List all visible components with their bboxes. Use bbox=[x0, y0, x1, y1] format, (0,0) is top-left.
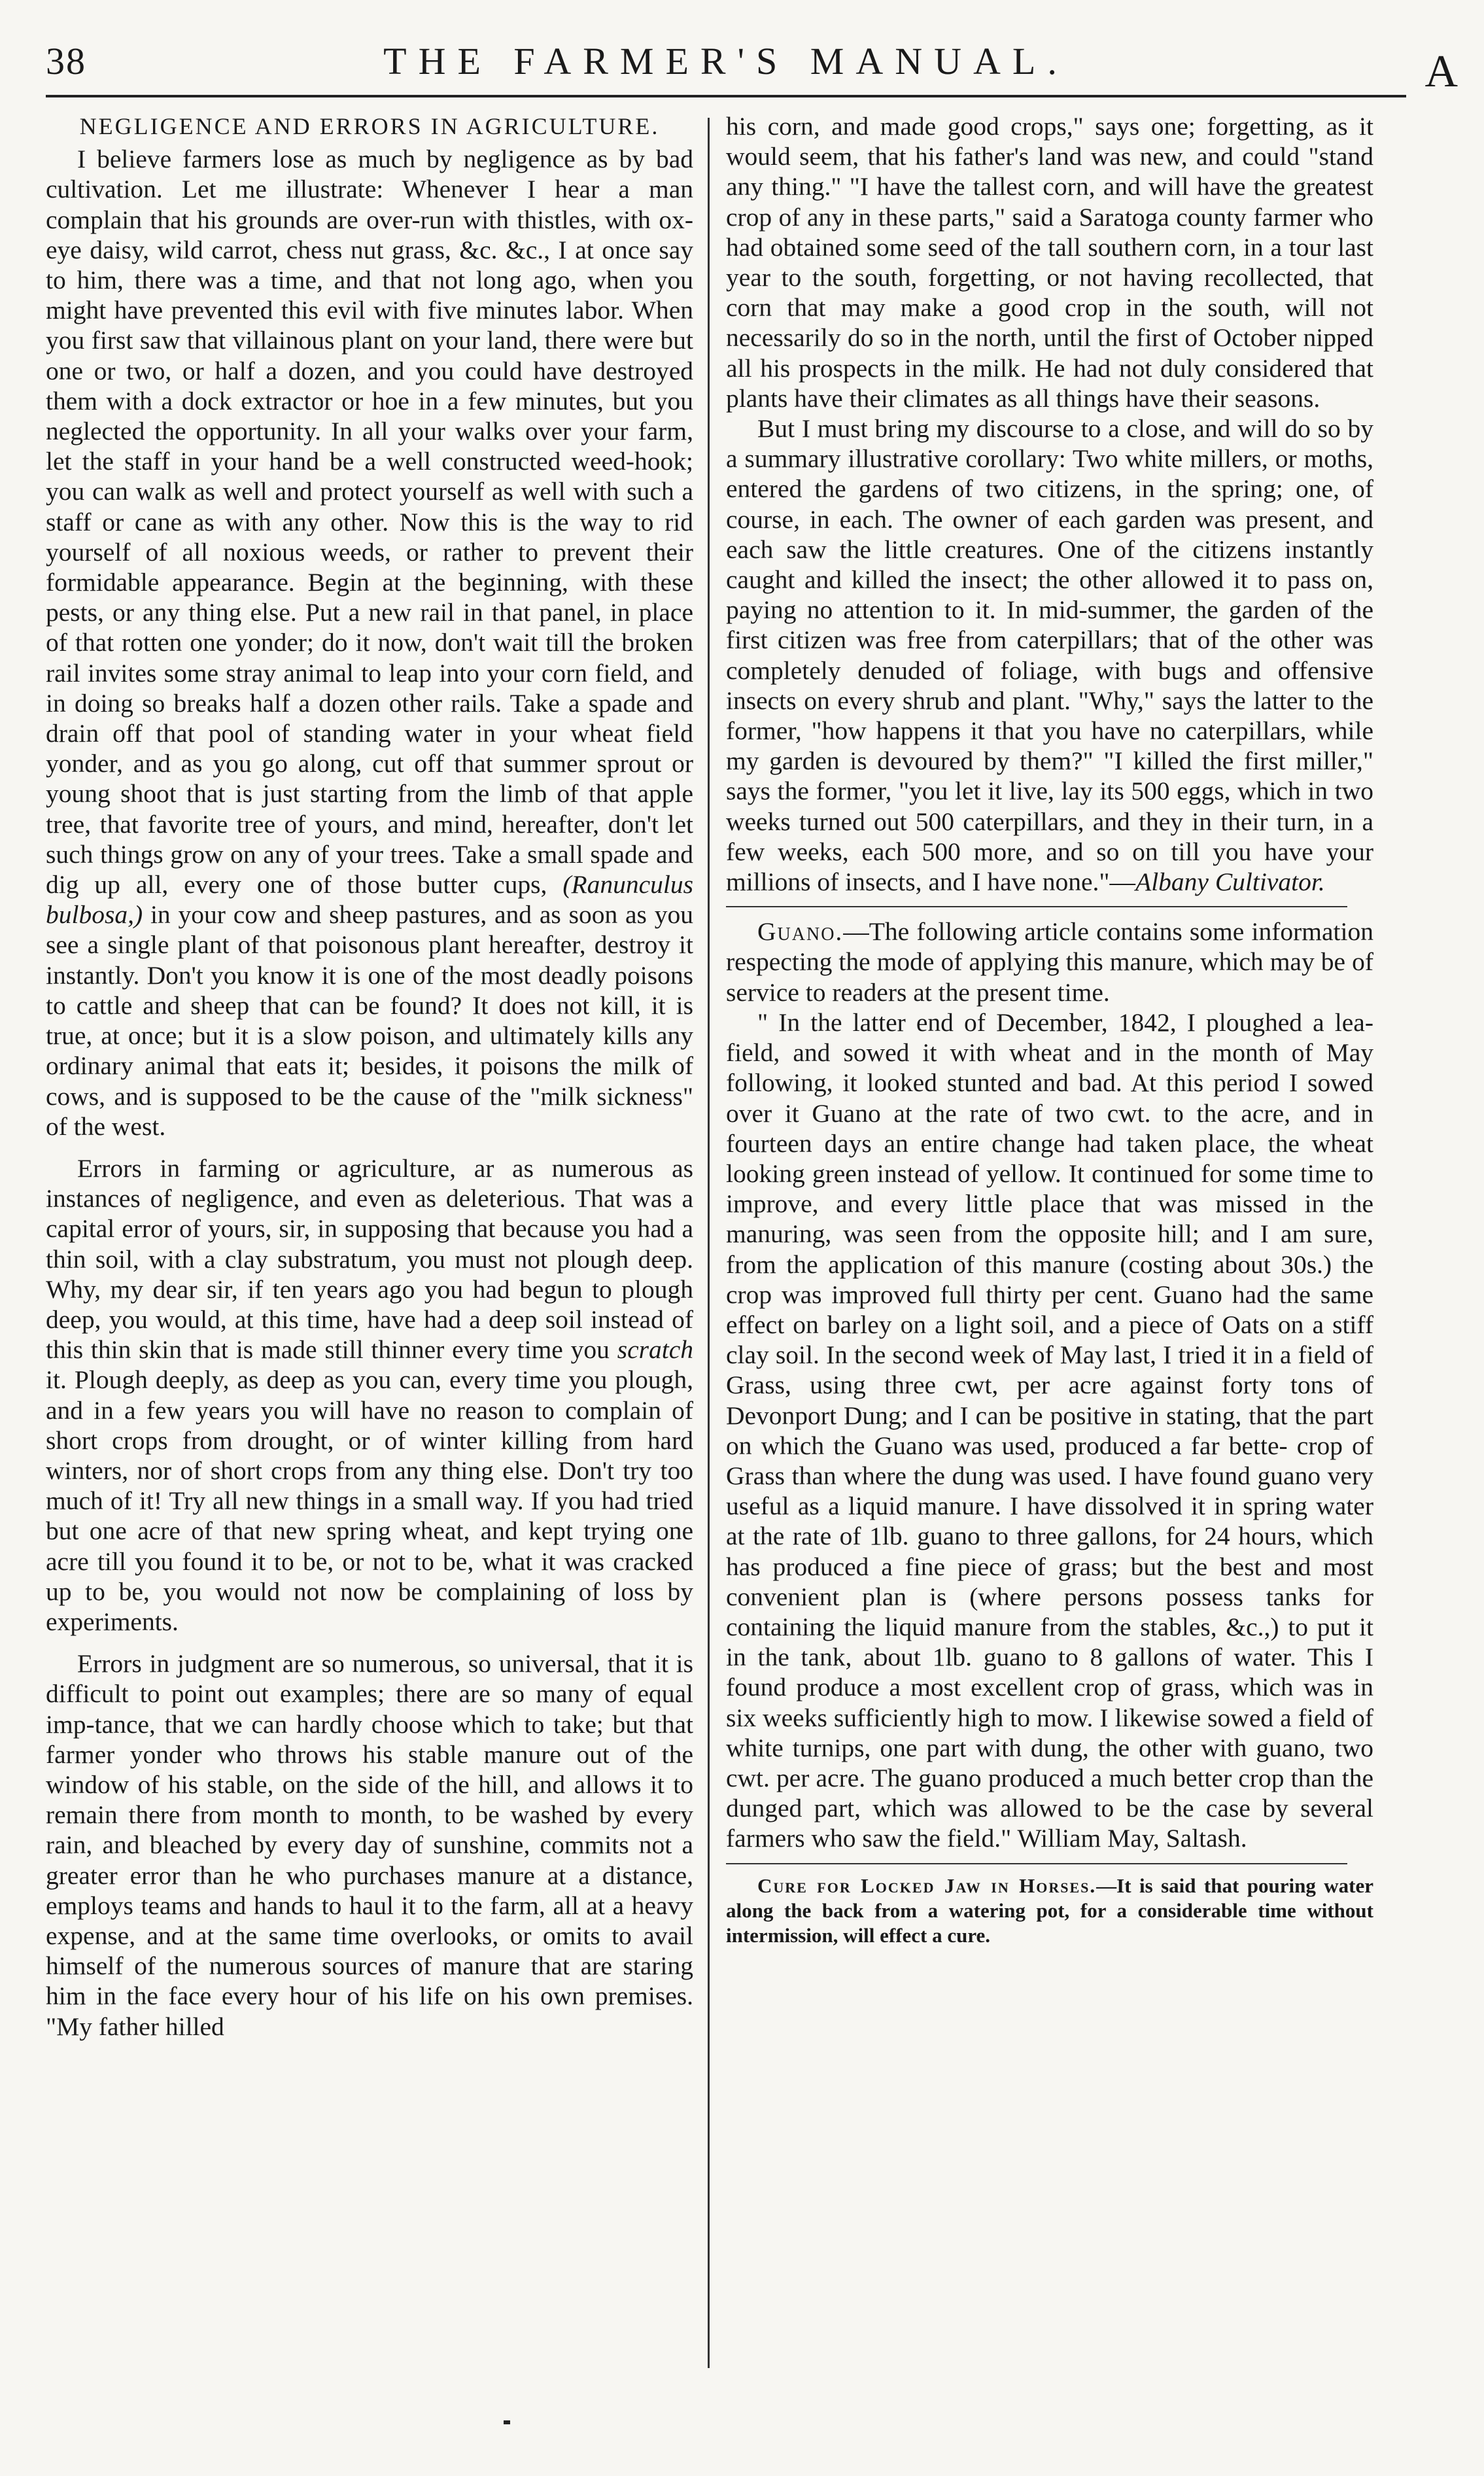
paragraph-text: in your cow and sheep pastures, and as soon as you see a single plant of that poisonous plant hereafter, destroy it instantly. Don't you know it is one of the most deadly poisons to cattle and sheep that can be found? It does not kill, it is true, at once; but it is a slow poison, and ultimately kills any ordinary animal that eats it; besides, it poisons the milk of cows, and is supposed to be the cause of the "milk sickness" of the west. bbox=[46, 900, 693, 1141]
bottom-mark bbox=[504, 2420, 510, 2424]
emphasis: scratch bbox=[617, 1335, 693, 1365]
paragraph-text: I believe farmers lose as much by negligence as by bad cultivation. Let me illustrate: Whenever I hear a man complain that his grounds are over-run with thistles, with ox-eye daisy, wild carrot, chess nut grass, &c. &c., I at once say to him, there was a time, and that not long ago, when you might have prevented this evil with five minutes labor. When you first saw that villainous plant on your land, there were but one or two, or half a dozen, and you could have destroyed them with a dock extractor or hoe in a few minutes, but you neglected the opportunity. In all your walks over your farm, let the staff in your hand be a well constructed weed-hook; you can walk as well and protect yourself as well with such a staff or cane as with any other. Now this is the way to rid yourself of all noxious weeds, or rather to prevent their formidable appearance. Begin at the beginning, with these pests, or any thing else. Put a new rail in that panel, in place of that rotten one yonder; do it now, don't wait till the broken rail invites some stray animal to leap into your corn field, and in doing so breaks half a dozen other rails. Take a spade and drain off that pool of standing water in your wheat field yonder, and as you go along, cut off that summer sprout or young shoot that is just starting from the limb of that apple tree, that favorite tree of yours, and mind, hereafter, don't let such things grow on any of your trees. Take a small spade and dig up all, every one of those butter cups, bbox=[46, 145, 693, 899]
source-citation: Albany Cultivator. bbox=[1135, 867, 1325, 897]
running-title: THE FARMER'S MANUAL. bbox=[383, 40, 1069, 82]
paragraph-text: it. Plough deeply, as deep as you can, every time you plough, and in a few years you will have no reason to complain of short crops from drought, or of winter killing from hard winters, nor of short crops from any thing else. Don't try too much of it! Try all new things in a small way. If you had tried but one acre of that new spring wheat, and kept trying one acre till you found it to be, or not to be, what it was cracked up to be, you would not now be complaining of loss by experiments. bbox=[46, 1365, 693, 1636]
guano-intro bbox=[726, 916, 1373, 1007]
section-rule bbox=[726, 1863, 1347, 1864]
header-rule bbox=[46, 95, 1406, 97]
left-column bbox=[46, 111, 693, 2355]
paragraph bbox=[46, 1153, 693, 1637]
guano-label: Guano. bbox=[757, 917, 844, 947]
page-number: 38 bbox=[46, 40, 86, 82]
paragraph: Errors in judgment are so numerous, so universal, that it is difficult to point out examples; there are so many of equal imp-tance, that we can hardly choose which to take; but that farmer yonder who throws his stable manure out of the window of his stable, on the side of the hill, and allows it to remain there from month to month, to be washed by every rain, and bleached by every day of sunshine, commits not a greater error than he who purchases manure at a distance, employs teams and hands to haul it to the farm, all at a heavy expense, and at the same time overlooks, or omits to avail himself of the numerous sources of manure that are staring him in the face every hour of his life on his own premises. "My father hilled bbox=[46, 1649, 693, 2041]
note-label: Cure for Locked Jaw in Horses. bbox=[757, 1874, 1097, 1897]
paragraph bbox=[726, 413, 1373, 897]
section-rule bbox=[726, 906, 1347, 907]
paragraph-text: Errors in farming or agriculture, ar as numerous as instances of negligence, and even as deleterious. That was a capital error of yours, sir, in supposing that because you had a thin soil, with a clay substratum, you must not plough deep. Why, my dear sir, if ten years ago you had begun to plough deep, you would, at this time, have had a deep soil instead of this thin skin that is made still thinner every time you bbox=[46, 1153, 693, 1365]
margin-mark: A bbox=[1424, 46, 1458, 97]
right-column bbox=[726, 111, 1373, 2355]
page-header bbox=[46, 39, 1406, 85]
note-text: —It is said that pouring water along the back from a watering pot, for a considerable time without intermission, will effect a cure. bbox=[726, 1874, 1373, 1947]
latin-name: (Ranunculus bulbosa,) bbox=[46, 870, 693, 930]
paragraph bbox=[46, 144, 693, 1142]
paragraph: his corn, and made good crops," says one; forgetting, as it would seem, that his father's land was new, and could "stand any thing." "I have the tallest corn, and will have the greatest crop of any in these parts," said a Saratoga county farmer who had obtained some seed of the tall southern corn, in a tour last year to the south, forgetting, or not having recollected, that corn that may make a good crop in the south, will not necessarily do so in the north, until the first of October nipped all his prospects in the milk. He had not duly considered that plants have their climates as all things have their seasons. bbox=[726, 112, 1373, 413]
column-divider bbox=[708, 118, 710, 2368]
footnote-item bbox=[726, 1874, 1373, 1948]
paragraph-text: But I must bring my discourse to a close, and will do so by a summary illustrative corollary: Two white millers, or moths, entered the gardens of two citizens, in the spring; one, of course, in each. The owner of each garden was present, and each saw the little creatures. One of the citizens instantly caught and killed the insect; the other allowed it to pass on, paying no attention to it. In mid-summer, the garden of the first citizen was free from caterpillars; that of the other was completely denuded of foliage, with bugs and offensive insects on every shrub and plant. "Why," says the latter to the former, "how happens it that you have no caterpillars, while my garden is devoured by them?" "I killed the first miller," says the former, "you let it live, lay its 500 eggs, which in two weeks turned out 500 caterpillars, and they in their turn, in a few weeks, each 500 more, and so on till you have your millions of insects, and I have none."— bbox=[726, 414, 1373, 897]
section-heading: NEGLIGENCE AND ERRORS IN AGRICULTURE. bbox=[79, 113, 660, 139]
guano-quote: " In the latter end of December, 1842, I ploughed a lea-field, and sowed it with wheat and in the month of May following, it looked stunted and bad. At this period I sowed over it Guano at the rate of two cwt. to the acre, and in fourteen days an entire change had taken place, the wheat looking green instead of yellow. It continued for some time to improve, and every little place that was missed in the manuring, was seen from the opposite hill; and I am sure, from the application of this manure (costing about 30s.) the crop was improved full thirty per cent. Guano had the same effect on barley on a light soil, and a piece of Oats on a stiff clay soil. In the second week of May last, I tried it in a field of Grass, using three cwt, per acre against forty tons of Devonport Dung; and I can be positive in stating, that the part on which the Guano was used, produced a far bette- crop of Grass than where the dung was used. I have found guano very useful as a liquid manure. I have dissolved it in spring water at the rate of 1lb. guano to three gallons, for 24 hours, which has produced a fine piece of grass; but the best and most convenient plan is (where persons possess tanks for containing the liquid manure from the stables, &c.,) to put it in the tank, about 1lb. guano to 8 gallons of water. This I found produce a most excellent crop of grass, which was in six weeks sufficiently high to mow. I likewise sowed a field of white turnips, one part with dung, the other with guano, two cwt. per acre. The guano produced a much better crop than the dunged part, which was allowed to be the case by several farmers who saw the field." William May, Saltash. bbox=[726, 1007, 1373, 1853]
paragraph-text: —The following article contains some information respecting the mode of applying this manure, which may be of service to readers at the present time. bbox=[726, 917, 1373, 1007]
